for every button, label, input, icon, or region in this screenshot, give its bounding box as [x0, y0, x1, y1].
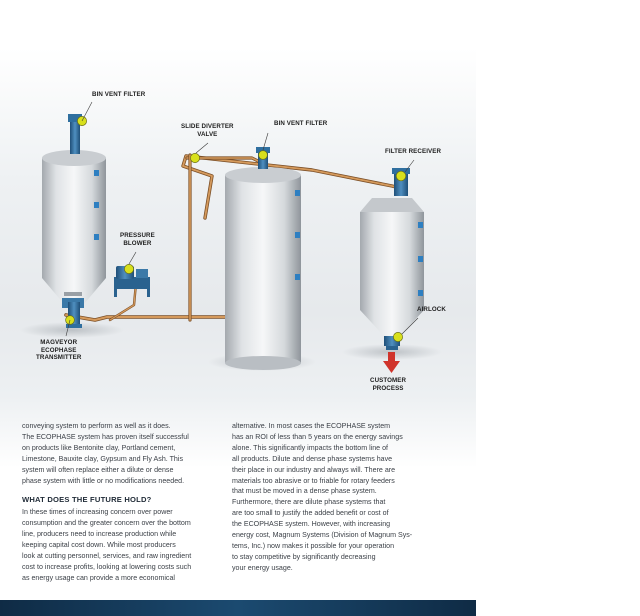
left-paragraph-1-line: system will often replace either a dilute or dense [22, 465, 174, 474]
label-slide-diverter-valve [181, 123, 234, 138]
right-paragraph-line: Furthermore, there are dilute phase systems that [232, 498, 386, 507]
label-airlock: AIRLOCK [417, 306, 446, 313]
storage-silo-2 [225, 167, 301, 370]
right-paragraph-line: tems, Inc.) now makes it possible for your operation [232, 541, 395, 550]
label-slide-diverter-line-1: SLIDE DIVERTER [181, 123, 234, 130]
label-pressure-blower-line-1: PRESSURE [120, 232, 155, 239]
receiver-silo [360, 198, 424, 336]
right-paragraph-line: all products. Dilute and dense phase systems have [232, 454, 393, 463]
callout-dot-filter-receiver [396, 171, 406, 181]
left-paragraph-2-line: In these times of increasing concern over power [22, 508, 173, 517]
left-paragraph-1-line: conveying system to perform as well as it does. [22, 422, 171, 430]
callout-dot-pressure-blower [124, 264, 133, 273]
label-bin-vent-filter-2: BIN VENT FILTER [274, 120, 328, 127]
right-paragraph-line: the ECOPHASE system. However, with increasing [232, 520, 391, 529]
label-slide-diverter-line-2: VALVE [197, 130, 218, 138]
left-paragraph-2-line: line, producers need to increase production while [22, 530, 177, 539]
label-magveyor-ecophase-transmitter [36, 339, 81, 362]
label-customer-process-line-2: PROCESS [372, 384, 404, 392]
callout-dot-slide-diverter [190, 153, 199, 162]
left-paragraph-1-line: The ECOPHASE system has proven itself successful [22, 432, 189, 441]
label-pressure-blower [120, 232, 155, 247]
right-paragraph-line: materials too abrasive or to friable for rotary feeders [232, 476, 395, 485]
article-left-column [22, 421, 232, 584]
right-paragraph-line: their place in our industry and always will. There are [232, 465, 396, 474]
left-paragraph-2-line: consumption and the greater concern over the bottom [22, 519, 191, 528]
right-paragraph-line: that must be moved in a dense phase system. [232, 487, 377, 496]
left-paragraph-1-line: Limestone, Bauxite clay, Gypsum and Fly Ash. This [22, 454, 183, 463]
left-paragraph-2-line: look at cutting personnel, services, and raw ingredient [22, 551, 192, 560]
right-paragraph-line: alternative. In most cases the ECOPHASE system [232, 422, 391, 430]
storage-silo-1 [42, 150, 106, 308]
label-customer-process [370, 377, 406, 392]
right-paragraph-line: are too small to justify the added benefit or cost of [232, 509, 389, 518]
section-heading: WHAT DOES THE FUTURE HOLD? [22, 495, 152, 505]
left-paragraph-1-line: on products like Bentonite clay, Portland cement, [22, 443, 176, 452]
label-pressure-blower-line-2: BLOWER [123, 239, 152, 247]
label-magveyor-line-1: MAGVEYOR [40, 339, 78, 346]
label-bin-vent-filter-1: BIN VENT FILTER [92, 91, 146, 98]
right-paragraph-line: your energy usage. [232, 563, 293, 572]
left-paragraph-2-line: cost to increase profits, looking at lowering costs such [22, 562, 192, 571]
label-magveyor-line-3: TRANSMITTER [36, 354, 82, 362]
article-right-column [232, 421, 457, 574]
footer-band [0, 600, 476, 616]
left-paragraph-2-line: keeping capital cost down. While most producers [22, 541, 176, 550]
label-magveyor-line-2: ECOPHASE [40, 346, 77, 354]
right-paragraph-line: to stay competitive by significantly decreasing [232, 552, 376, 561]
left-paragraph-2-line: as energy usage can provide a more economical [22, 573, 175, 582]
callout-dot-airlock [393, 332, 402, 341]
label-customer-process-line-1: CUSTOMER [370, 377, 407, 384]
callout-dot-bin-vent-filter-2 [259, 151, 268, 160]
left-paragraph-1-line: phase system with little or no modifications needed. [22, 476, 185, 485]
right-paragraph-line: alone. This significantly impacts the bottom line of [232, 443, 389, 452]
label-filter-receiver: FILTER RECEIVER [385, 148, 442, 155]
right-paragraph-line: has an ROI of less than 5 years on the energy savings [232, 432, 403, 441]
right-paragraph-line: energy cost, Magnum Systems (Division of Magnum Sys- [232, 531, 413, 540]
